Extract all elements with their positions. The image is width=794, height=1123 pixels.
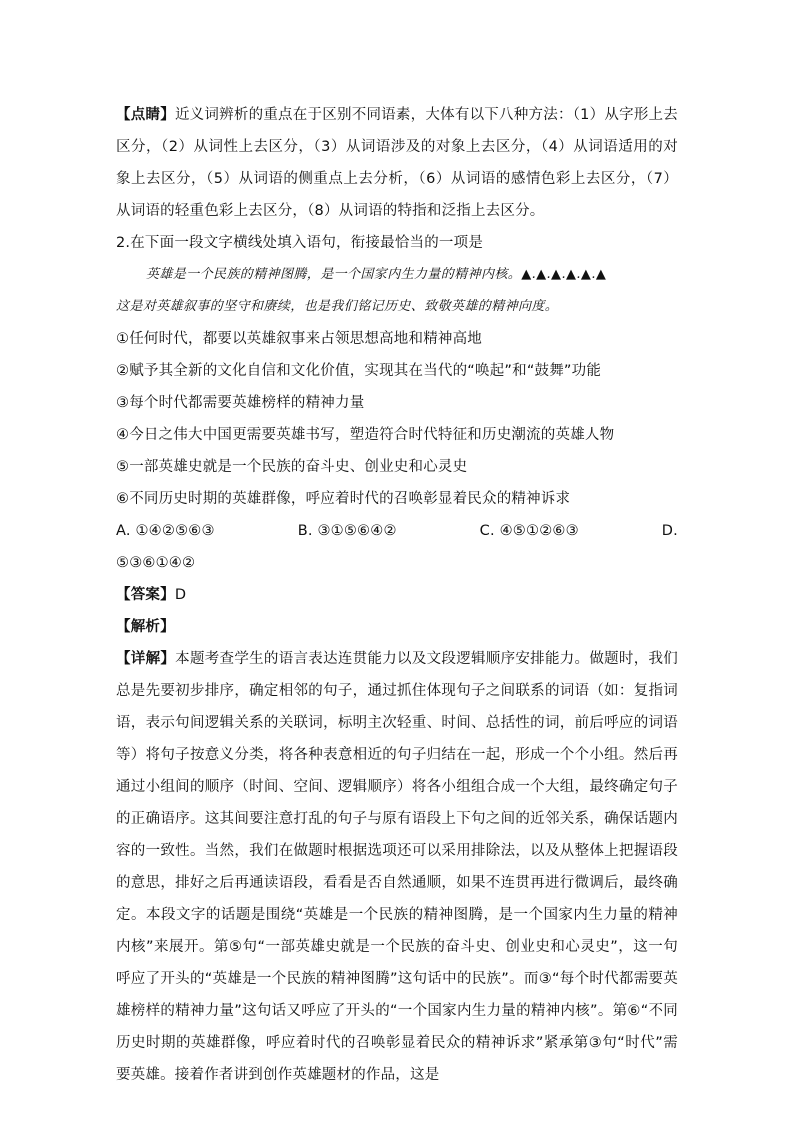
analysis-tag: 【解析】: [116, 619, 175, 635]
passage-line-2: 这是对英雄叙事的坚守和赓续，也是我们铭记历史、致敬英雄的精神向度。: [116, 299, 559, 314]
analysis-detail-tag: 【详解】: [116, 651, 176, 667]
item-1: ①任何时代，都要以英雄叙事来占领思想高地和精神高地: [116, 331, 482, 347]
options-row: [116, 515, 678, 547]
option-c: C. ④⑤①②⑥③: [479, 523, 579, 539]
analysis-paragraph: [116, 643, 678, 1091]
item-2: ②赋予其全新的文化自信和文化价值，实现其在当代的“唤起”和“鼓舞”功能: [116, 363, 602, 379]
item-4: ④今日之伟大中国更需要英雄书写，塑造符合时代特征和历史潮流的英雄人物: [116, 427, 615, 443]
passage-line-1: 英雄是一个民族的精神图腾，是一个国家内生力量的精神内核。▲.▲.▲.▲.▲.▲: [146, 267, 607, 282]
dianjing-tag: 【点睛】: [116, 107, 175, 123]
answer-line: [116, 579, 678, 611]
dianjing-paragraph: [116, 99, 678, 227]
document-body: [116, 99, 678, 1091]
option-b: B. ③①⑤⑥④②: [297, 523, 397, 539]
option-d-label: D.: [661, 523, 678, 539]
answer-value: D: [174, 587, 187, 603]
item-6: ⑥不同历史时期的英雄群像，呼应着时代的召唤彰显着民众的精神诉求: [116, 491, 571, 507]
option-a: A. ①④②⑤⑥③: [116, 523, 215, 539]
item-3: ③每个时代都需要英雄榜样的精神力量: [116, 395, 365, 411]
option-d-value: ⑤③⑥①④②: [116, 555, 196, 571]
dianjing-text: 近义词辨析的重点在于区别不同语素，大体有以下八种方法：（1）从字形上去区分，（2）从词性上去区分，（3）从词语涉及的对象上去区分，（4）从词语适用的对象上去区分，（5）从词语的侧重点上去分析，（6）从词语的感情色彩上去区分，（7）从词语的轻重色彩上去区分，（8）从词语的特指和泛指上去区分。: [116, 107, 678, 219]
analysis-text: 本题考查学生的语言表达连贯能力以及文段逻辑顺序安排能力。做题时，我们总是先要初步排序，确定相邻的句子，通过抓住体现句子之间联系的词语（如：复指词语，表示句间逻辑关系的关联词，标明主次轻重、时间、总括性的词，前后呼应的词语等）将句子按意义分类，将各种表意相近的句子归结在一起，形成一个个小组。然后再通过小组间的顺序（时间、空间、逻辑顺序）将各小组组合成一个大组，最终确定句子的正确语序。这其间要注意打乱的句子与原有语段上下句之间的近邻关系，确保话题内容的一致性。当然，我们在做题时根据选项还可以采用排除法，以及从整体上把握语段的意思，排好之后再通读语段，看看是否自然通顺，如果不连贯再进行微调后，最终确定。本段文字的话题是围绕“英雄是一个民族的精神图腾，是一个国家内生力量的精神内核”来展开。第⑤句“一部英雄史就是一个民族的奋斗史、创业史和心灵史”，这一句呼应了开头的“英雄是一个民族的精神图腾”这句话中的民族”。而③“每个时代都需要英雄榜样的精神力量”这句话又呼应了开头的“一个国家内生力量的精神内核”。第⑥“不同历史时期的英雄群像，呼应着时代的召唤彰显着民众的精神诉求”紧承第③句“时代”需要英雄。接着作者讲到创作英雄题材的作品，这是: [116, 651, 678, 1083]
question-stem: 2.在下面一段文字横线处填入语句，衔接最恰当的一项是: [116, 235, 484, 251]
answer-tag: 【答案】: [116, 587, 175, 603]
item-5: ⑤一部英雄史就是一个民族的奋斗史、创业史和心灵史: [116, 459, 468, 475]
